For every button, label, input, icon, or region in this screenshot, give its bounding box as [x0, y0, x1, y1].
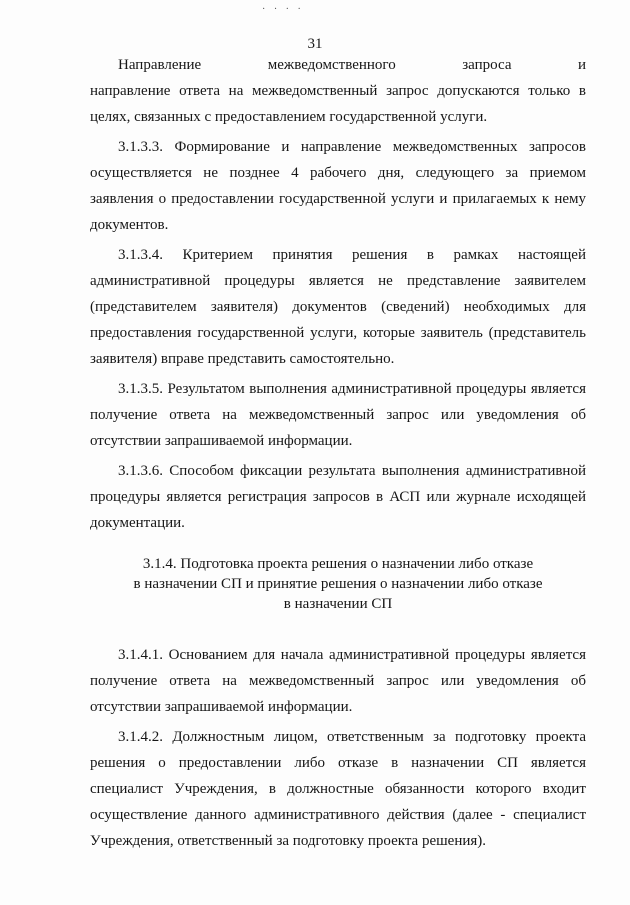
paragraph-1: направление ответа на межведомственный запрос допускаются только в целях, связанных с предоставлением государственной услуги. [90, 83, 586, 125]
paragraph-1-line-1: Направление межведомственного запроса и [118, 57, 586, 73]
heading-line-3: в назначении СП [283, 596, 393, 612]
paragraph-3-1-3-3: 3.1.3.3. Формирование и направление межведомственных запросов осуществляется не позднее 4 рабочего дня, следующего за приемом заявления о предоставлении государственной услуги и прилагаемых к нему документов. [90, 139, 586, 233]
document-body [90, 52, 586, 854]
heading-line-2: в назначении СП и принятие решения о назначении либо отказе [133, 576, 543, 592]
scan-noise: · · · · [262, 4, 304, 15]
paragraph-3-1-3-5: 3.1.3.5. Результатом выполнения административной процедуры является получение ответа на межведомственный запрос или уведомления об отсутствии запрашиваемой информации. [90, 381, 586, 449]
page-number: 31 [307, 36, 323, 52]
paragraph-3-1-4-2: 3.1.4.2. Должностным лицом, ответственным за подготовку проекта решения о предоставлении либо отказе в назначении СП является специалист Учреждения, в должностные обязанности которого входит осуществление данного административного действия (далее - специалист Учреждения, ответственный за подготовку проекта решения). [90, 729, 586, 849]
paragraph-3-1-3-6: 3.1.3.6. Способом фиксации результата выполнения административной процедуры является регистрация запросов в АСП или журнале исходящей документации. [90, 463, 586, 531]
heading-line-1: 3.1.4. Подготовка проекта решения о назначении либо отказе [142, 556, 534, 572]
section-heading [90, 554, 586, 614]
paragraph-3-1-4-1: 3.1.4.1. Основанием для начала административной процедуры является получение ответа на межведомственный запрос или уведомления об отсутствии запрашиваемой информации. [90, 647, 586, 715]
paragraph-3-1-3-4: 3.1.3.4. Критерием принятия решения в рамках настоящей административной процедуры является не представление заявителем (представителем заявителя) документов (сведений) необходимых для предоставления государственной услуги, которые заявитель (представитель заявителя) вправе представить самостоятельно. [90, 247, 586, 367]
